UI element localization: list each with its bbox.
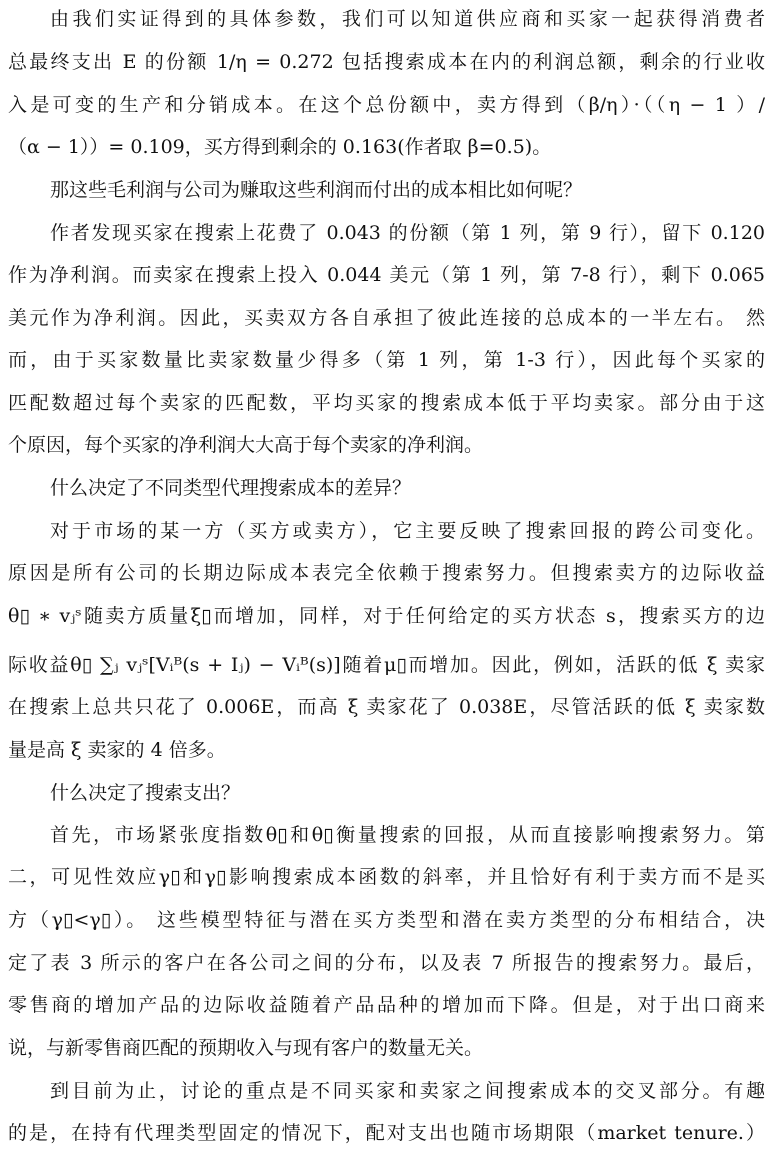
text-line: 二，可见性效应γ▯和γ▯影响搜索成本函数的斜率，并且恰好有利于卖方而不是买 [8, 866, 765, 888]
text-line: 入是可变的生产和分销成本。在这个总份额中，卖方得到（β/η）·（（η − 1 ）/ [8, 94, 765, 116]
text-line: （α − 1））= 0.109，买方得到剩余的 0.163(作者取 β=0.5)。 [8, 136, 552, 158]
text-line: 到目前为止，讨论的重点是不同买家和卖家之间搜索成本的交叉部分。有趣 [50, 1080, 765, 1102]
text-line: 原因是所有公司的长期边际成本表完全依赖于搜索努力。但搜索卖方的边际收益 [8, 562, 765, 584]
text-line: 个原因，每个买家的净利润大大高于每个卖家的净利润。 [8, 434, 484, 456]
text-line: θ▯ ∗ vⱼˢ随卖方质量ξ▯而增加，同样，对于任何给定的买方状态 s，搜索买方的边 [8, 605, 765, 627]
text-line: 对于市场的某一方（买方或卖方），它主要反映了搜索回报的跨公司变化。 [50, 520, 765, 542]
text-line: 那这些毛利润与公司为赚取这些利润而付出的成本相比如何呢？ [50, 179, 583, 201]
text-line: 什么决定了搜索支出？ [50, 782, 241, 804]
text-line: 首先，市场紧张度指数θ▯和θ▯衡量搜索的回报，从而直接影响搜索努力。第 [50, 824, 765, 846]
text-line: 零售商的增加产品的边际收益随着产品品种的增加而下降。但是，对于出口商来 [8, 994, 765, 1016]
text-line: 由我们实证得到的具体参数，我们可以知道供应商和买家一起获得消费者 [50, 8, 765, 30]
text-line: 总最终支出 E 的份额 1/η = 0.272 包括搜索成本在内的利润总额，剩余的行业收 [8, 51, 765, 73]
text-line: 匹配数超过每个卖家的匹配数，平均买家的搜索成本低于平均卖家。部分由于这 [8, 392, 765, 414]
text-line: 什么决定了不同类型代理搜索成本的差异？ [50, 477, 412, 499]
text-line: 说，与新零售商匹配的预期收入与现有客户的数量无关。 [8, 1037, 484, 1059]
text-line: 定了表 3 所示的客户在各公司之间的分布，以及表 7 所报告的搜索努力。最后， [8, 952, 765, 974]
text-line: 际收益θ▯ ∑ⱼ vⱼˢ[Vᵢᴮ(s + Iⱼ) − Vᵢᴮ(s)]随着μ▯而增加。因此，例如，活跃的低 ξ 卖家 [8, 654, 765, 676]
text-line: 作者发现买家在搜索上花费了 0.043 的份额（第 1 列，第 9 行），留下 0.120 [50, 222, 765, 244]
text-line: 美元作为净利润。因此，买卖双方各自承担了彼此连接的总成本的一半左右。 然 [8, 307, 765, 329]
text-line: 在搜索上总共只花了 0.006E，而高 ξ 卖家花了 0.038E，尽管活跃的低 ξ 卖家数 [8, 696, 765, 718]
text-line: 方（γ▯<γ▯）。 这些模型特征与潜在买方类型和潜在卖方类型的分布相结合，决 [8, 909, 765, 931]
text-line: 量是高 ξ 卖家的 4 倍多。 [8, 739, 226, 761]
text-line: 作为净利润。而卖家在搜索上投入 0.044 美元（第 1 列，第 7-8 行），剩下 0.065 [8, 264, 765, 286]
text-line: 而，由于买家数量比卖家数量少得多（第 1 列，第 1-3 行），因此每个买家的 [8, 349, 765, 371]
text-line: 的是，在持有代理类型固定的情况下，配对支出也随市场期限（market tenure.） [8, 1122, 765, 1144]
